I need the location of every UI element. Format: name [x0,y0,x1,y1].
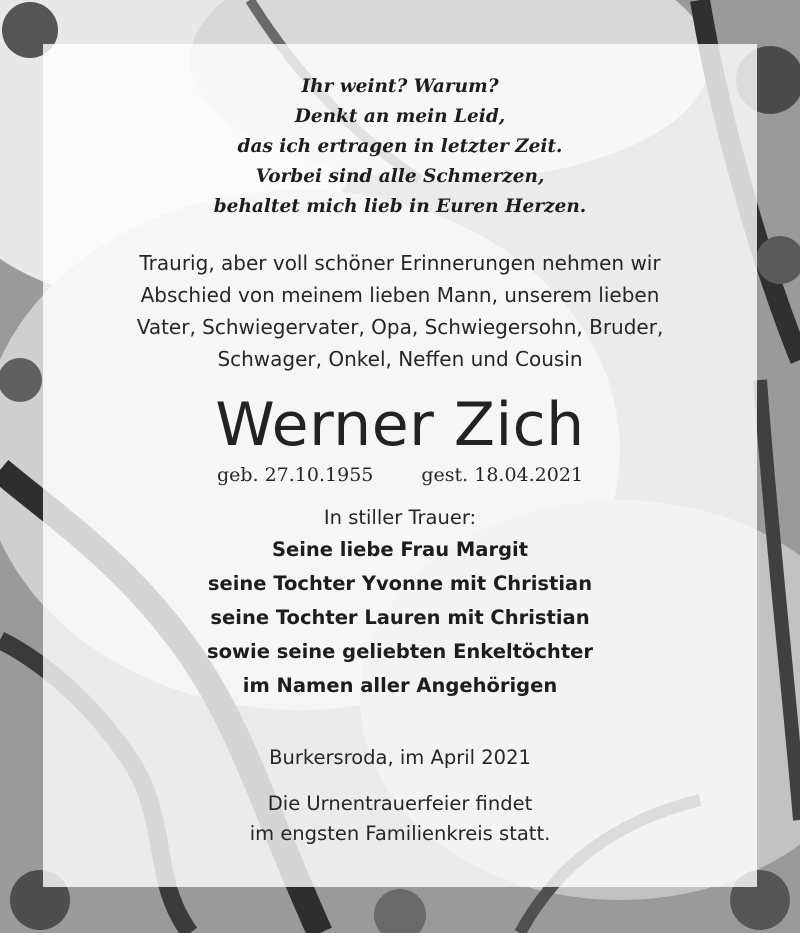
poem-line: Vorbei sind alle Schmerzen, [255,166,545,187]
poem-line: behaltet mich lieb in Euren Herzen. [213,196,587,217]
intro-line: Abschied von meinem lieben Mann, unserem lieben [140,283,660,307]
mourner-line: im Namen aller Angehörigen [242,674,558,697]
poem-line: Ihr weint? Warum? [301,76,499,97]
intro-text [43,247,757,375]
poem-line: das ich ertragen in letzter Zeit. [237,136,563,157]
mourner-line: Seine liebe Frau Margit [271,538,529,561]
mourner-line: seine Tochter Lauren mit Christian [210,606,590,629]
obituary-content [43,44,757,849]
note-line: im engsten Familienkreis statt. [249,822,551,845]
birth-date: geb. 27.10.1955 [216,464,374,486]
note-line: Die Urnentrauerfeier findet [267,792,533,815]
mourning-label: In stiller Trauer: [323,506,477,529]
mourner-line: sowie seine geliebten Enkeltöchter [207,640,593,663]
place-date: Burkersroda, im April 2021 [269,746,531,769]
mourners-list [43,533,757,703]
intro-line: Schwager, Onkel, Neffen und Cousin [217,347,583,371]
life-dates [43,461,757,489]
intro-line: Traurig, aber voll schöner Erinnerungen nehmen wir [139,251,661,275]
poem [43,72,757,222]
intro-line: Vater, Schwiegervater, Opa, Schwiegersohn, Bruder, [136,315,664,339]
deceased-name: Werner Zich [215,390,585,460]
poem-line: Denkt an mein Leid, [294,106,506,127]
death-date: gest. 18.04.2021 [421,464,584,486]
funeral-note [43,789,757,849]
mourner-line: seine Tochter Yvonne mit Christian [207,572,593,595]
